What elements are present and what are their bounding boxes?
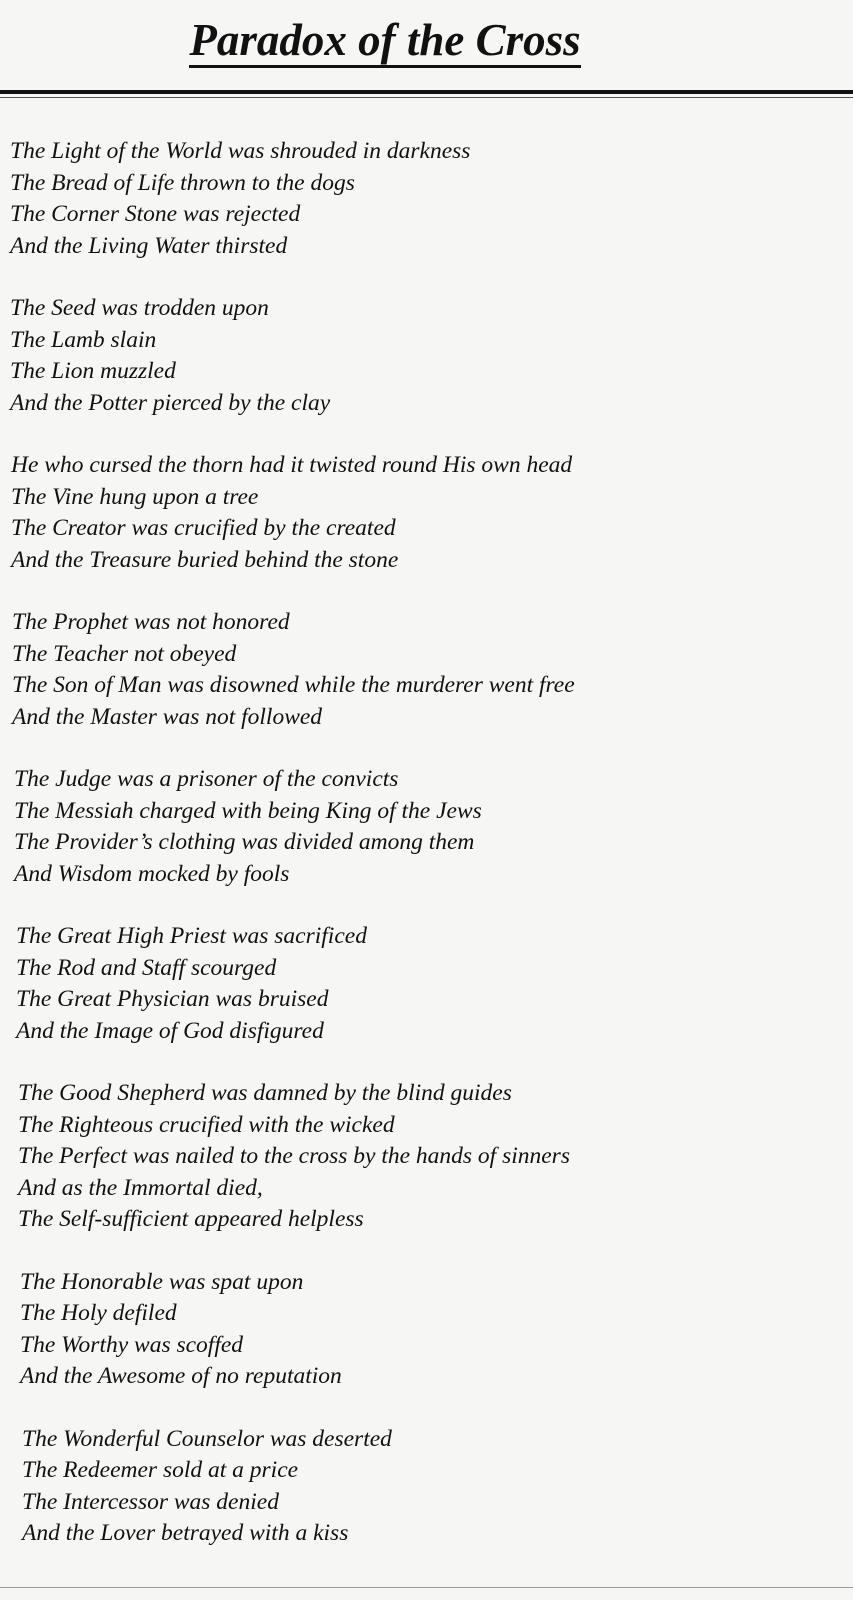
title-divider-thin <box>0 97 853 98</box>
poem-line: The Self-sufficient appeared helpless <box>18 1206 364 1232</box>
poem-line: The Perfect was nailed to the cross by the hands of sinners <box>18 1143 570 1169</box>
stanza <box>10 1424 840 1550</box>
poem-line: And the Living Water thirsted <box>10 232 288 259</box>
stanza <box>10 1267 840 1393</box>
poem-line: The Lion muzzled <box>10 358 176 384</box>
poem-line: And the Treasure buried behind the stone <box>11 546 399 573</box>
poem-line: The Bread of Life thrown to the dogs <box>10 169 355 196</box>
stanza <box>10 293 840 419</box>
poem-line: The Teacher not obeyed <box>12 640 237 667</box>
poem-line: The Creator was crucified by the created <box>11 515 396 541</box>
poem-line: The Light of the World was shrouded in darkness <box>10 138 471 164</box>
poem-line: The Seed was trodden upon <box>10 295 269 321</box>
poem-line: And as the Immortal died, <box>18 1174 263 1201</box>
poem-line: The Judge was a prisoner of the convicts <box>14 766 399 792</box>
stanza <box>10 450 840 576</box>
stanza <box>10 1078 840 1236</box>
stanza <box>10 764 840 890</box>
poem-line: The Prophet was not honored <box>12 609 290 635</box>
poem-line: The Son of Man was disowned while the murderer went free <box>12 672 575 698</box>
poem-line: The Vine hung upon a tree <box>11 483 259 510</box>
page-bottom-edge <box>0 1587 853 1588</box>
page-title-text: Paradox of the Cross <box>189 15 580 68</box>
poem-line: The Worthy was scoffed <box>20 1331 244 1358</box>
poem-line: The Intercessor was denied <box>22 1488 279 1515</box>
poem-line: The Redeemer sold at a price <box>22 1457 299 1483</box>
poem <box>10 136 840 1581</box>
poem-line: The Lamb slain <box>10 326 157 353</box>
poem-line: And the Master was not followed <box>12 703 323 730</box>
poem-line: And the Awesome of no reputation <box>20 1363 342 1389</box>
poem-line: The Corner Stone was rejected <box>10 201 301 227</box>
stanza <box>10 136 840 262</box>
poem-line: The Great Physician was bruised <box>16 986 329 1012</box>
poem-line: And Wisdom mocked by fools <box>14 860 290 887</box>
poem-line: And the Image of God disfigured <box>16 1017 324 1044</box>
poem-line: The Rod and Staff scourged <box>16 954 277 981</box>
poem-line: The Good Shepherd was damned by the blind guides <box>18 1080 512 1106</box>
poem-line: The Righteous crucified with the wicked <box>18 1111 395 1138</box>
poem-line: And the Lover betrayed with a kiss <box>22 1520 349 1546</box>
poem-line: The Great High Priest was sacrificed <box>16 923 367 949</box>
page-title <box>0 14 770 66</box>
title-divider <box>0 90 853 94</box>
poem-line: He who cursed the thorn had it twisted round His own head <box>11 452 573 478</box>
poem-line: The Honorable was spat upon <box>20 1268 304 1295</box>
poem-line: The Messiah charged with being King of the Jews <box>14 797 482 824</box>
stanza <box>10 607 840 733</box>
poem-line: And the Potter pierced by the clay <box>10 389 331 416</box>
stanza <box>10 921 840 1047</box>
poem-line: The Wonderful Counselor was deserted <box>22 1425 392 1452</box>
poem-line: The Provider’s clothing was divided among them <box>14 829 475 855</box>
poem-line: The Holy defiled <box>20 1300 177 1326</box>
